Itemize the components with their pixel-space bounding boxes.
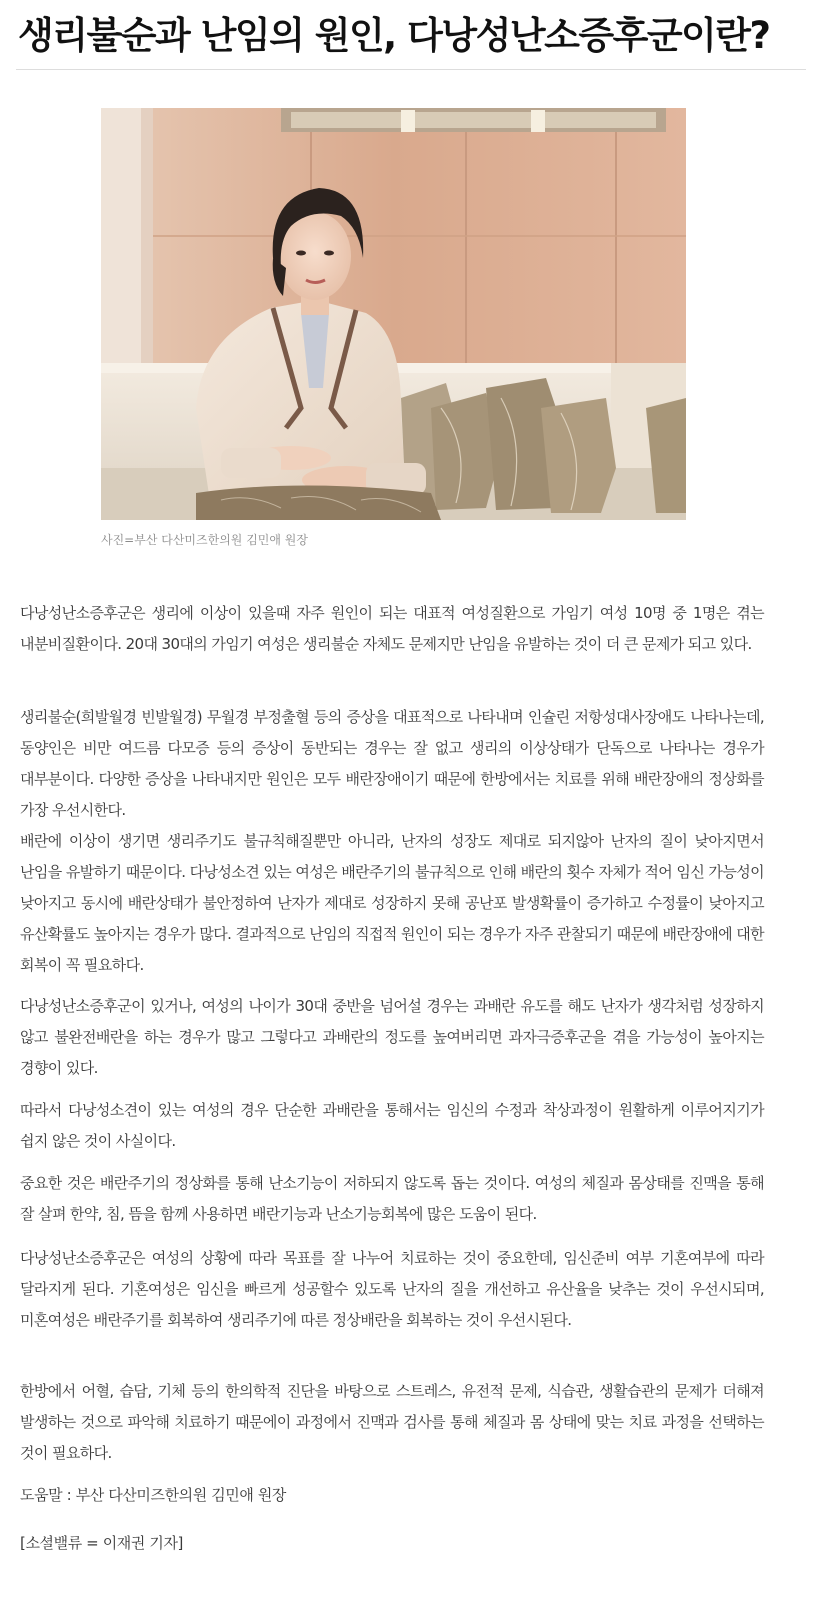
article-title: 생리불순과 난임의 원인, 다낭성난소증후군이란? — [18, 14, 770, 57]
article-paragraph: 생리불순(희발월경 빈발월경) 무월경 부정출혈 등의 증상을 대표적으로 나타내며 인슐린 저항성대사장애도 나타나는데, 동양인은 비만 여드름 다모증 등의 증상이 동반되는 경우는 잘 없고 생리의 이상상태가 단독으로 나타나는 경우가 대부분이다. 다양한 증상을 나타내지만 원인은 모두 배란장애이기 때문에 한방에서는 치료를 위해 배란장애의 정상화를 가장 우선시한다. — [20, 708, 764, 819]
article-paragraph: 다낭성난소증후군은 생리에 이상이 있을때 자주 원인이 되는 대표적 여성질환으로 가임기 여성 10명 중 1명은 겪는 내분비질환이다. 20대 30대의 가임기 여성은 생리불순 자체도 문제지만 난임을 유발하는 것이 더 큰 문제가 되고 있다. — [20, 604, 764, 653]
photo-caption: 사진=부산 다산미즈한의원 김민애 원장 — [101, 533, 308, 547]
article-paragraph: 배란에 이상이 생기면 생리주기도 불규칙해질뿐만 아니라, 난자의 성장도 제대로 되지않아 난자의 질이 낮아지면서 난임을 유발하기 때문이다. 다낭성소견 있는 여성은 배란주기의 불규칙으로 인해 배란의 횟수 자체가 적어 임신 가능성이 낮아지고 동시에 배란상태가 불안정하여 난자가 제대로 성장하지 못해 공난포 발생확률이 증가하고 수정률이 낮아지고 유산확률도 높아지는 경우가 많다. 결과적으로 난임의 직접적 원인이 되는 경우가 자주 관찰되기 때문에 배란장애에 대한 회복이 꼭 필요하다. — [20, 832, 764, 974]
article-paragraph: 따라서 다낭성소견이 있는 여성의 경우 단순한 과배란을 통해서는 임신의 수정과 착상과정이 원활하게 이루어지기가 쉽지 않은 것이 사실이다. — [20, 1101, 764, 1150]
article-paragraph: 다낭성난소증후군이 있거나, 여성의 나이가 30대 중반을 넘어설 경우는 과배란 유도를 해도 난자가 생각처럼 성장하지 않고 불완전배란을 하는 경우가 많고 그렇다고 과배란의 정도를 높여버리면 과자극증후군을 겪을 가능성이 높아지는 경향이 있다. — [20, 997, 764, 1077]
article-paragraph: 한방에서 어혈, 습담, 기체 등의 한의학적 진단을 바탕으로 스트레스, 유전적 문제, 식습관, 생활습관의 문제가 더해져 발생하는 것으로 파악해 치료하기 때문에이 과정에서 진맥과 검사를 통해 체질과 몸 상태에 맞는 치료 과정을 선택하는 것이 필요하다. — [20, 1382, 764, 1462]
title-divider — [16, 69, 806, 70]
advisor-credit: 도움말 : 부산 다산미즈한의원 김민애 원장 — [20, 1486, 287, 1504]
reporter-byline: [소셜밸류 = 이재권 기자] — [20, 1534, 183, 1552]
article-paragraph: 다낭성난소증후군은 여성의 상황에 따라 목표를 잘 나누어 치료하는 것이 중요한데, 임신준비 여부 기혼여부에 따라 달라지게 된다. 기혼여성은 임신을 빠르게 성공할수 있도록 난자의 질을 개선하고 유산율을 낮추는 것이 우선시되며, 미혼여성은 배란주기를 회복하여 생리주기에 따른 정상배란을 회복하는 것이 우선시된다. — [20, 1249, 764, 1329]
article-photo — [101, 108, 686, 520]
article-paragraph: 중요한 것은 배란주기의 정상화를 통해 난소기능이 저하되지 않도록 돕는 것이다. 여성의 체질과 몸상태를 진맥을 통해 잘 살펴 한약, 침, 뜸을 함께 사용하면 배란기능과 난소기능회복에 많은 도움이 된다. — [20, 1174, 764, 1223]
